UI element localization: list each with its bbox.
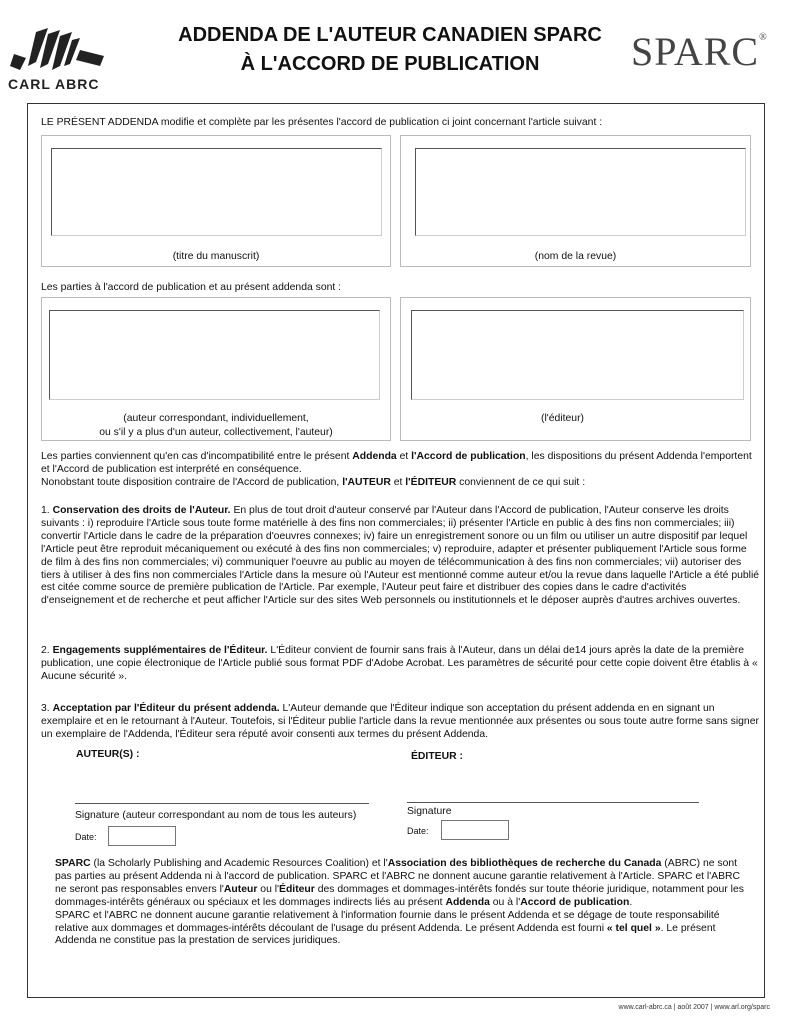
author-signature-line[interactable] [75, 803, 369, 804]
manuscript-title-input[interactable] [51, 148, 382, 236]
journal-caption: (nom de la revue) [534, 251, 617, 262]
page-title-line2: À L'ACCORD DE PUBLICATION [240, 53, 540, 75]
author-date-field[interactable] [108, 826, 176, 846]
sparc-logo [631, 28, 768, 75]
section-3-publisher-acceptance: 3. Acceptation par l'Éditeur du présent addenda. L'Auteur demande que l'Éditeur indique son acceptation du présent addenda en en signant un exemplaire et en le retournant à l'Auteur. Toutefois, si l'Éditeur publie l'article dans la revue mentionnée aux présentes ou sous toute autre forme sans signer un exemplaire de l'Addenda, l'Éditeur sera réputé avoir consenti aux termes du présent Addenda. [41, 703, 759, 740]
publisher-input[interactable] [411, 310, 744, 400]
publisher-signature-label: Signature [407, 806, 452, 817]
page-title-line1: ADDENDA DE L'AUTEUR CANADIEN SPARC [178, 24, 602, 46]
publisher-date-field[interactable] [441, 820, 509, 840]
publisher-heading: ÉDITEUR : [411, 751, 463, 762]
publisher-caption: (l'éditeur) [541, 413, 584, 424]
author-date-label: Date: [75, 832, 97, 842]
incompatibility-paragraph: Les parties conviennent qu'en cas d'incompatibilité entre le présent Addenda et l'Accord de publication, les dispositions du présent Addenda l'emportent et l'Accord de publication est interprété en conséquence. [41, 451, 752, 475]
sparc-logo-text: SPARC [631, 29, 760, 74]
author-heading: AUTEUR(S) : [76, 749, 140, 760]
publisher-signature-line[interactable] [407, 802, 699, 803]
carl-logo-text: CARL ABRC [8, 76, 100, 92]
section-2-publisher-obligations: 2. Engagements supplémentaires de l'Éditeur. L'Éditeur convient de fournir sans frais à l'Auteur, dans un délai de14 jours après la date de la première publication, une copie électronique de l'Article publié sous format PDF d'Adobe Acrobat. Les paramètres de sécurité pour cette copie doivent être établis à « Aucune sécurité ». [41, 645, 758, 682]
author-input[interactable] [49, 310, 380, 400]
manuscript-caption: (titre du manuscrit) [172, 251, 260, 262]
parties-intro: Les parties à l'accord de publication et au présent addenda sont : [41, 282, 342, 293]
publisher-date-label: Date: [407, 826, 429, 836]
section-1-author-rights: 1. Conservation des droits de l'Auteur. En plus de tout droit d'auteur conservé par l'Auteur dans l'Accord de publication, l'Auteur conserve les droits suivants : i) reproduire l'Article sous toute forme matérielle à des fins non commerciales; ii) présenter l'Article en public à des fins non commerciales; iii) convertir l'Article dans le cadre de la préparation d'oeuvres connexes; iv) faire un enregistrement sonore ou un film ou utiliser un autre dispositif par lequel l'Article peut être reproduit mécaniquement ou exécuté à des fins non commerciales; v) reproduire, adapter et présenter publiquement l'Article sous forme de film à des fins non commerciales; vi) communiquer l'oeuvre au public au moyen de télécommunication à des fins non commerciales; vii) autoriser des tiers à utiliser à des fins non commerciales l'Article dans la mesure où l'Auteur est mentionné comme auteur et/ou la revue dans laquelle l'Article a été publié est citée comme source de première publication de l'Article. Par exemple, l'Auteur peut faire et distribuer des copies dans le cadre d'activités d'enseignement et de recherche et peut afficher l'Article sur des sites Web personnels ou institutionnels et le déposer auprès d'autres archives ouvertes. [41, 505, 760, 607]
author-signature-label: Signature (auteur correspondant au nom de tous les auteurs) [75, 810, 357, 821]
agreement-paragraph: Nonobstant toute disposition contraire de l'Accord de publication, l'AUTEUR et l'ÉDITEUR conviennent de ce qui suit : [41, 477, 586, 488]
author-caption-line1: (auteur correspondant, individuellement, [123, 413, 309, 424]
disclaimer-paragraph: SPARC (la Scholarly Publishing and Academic Resources Coalition) et l'Association des bibliothèques de recherche du Canada (ABRC) ne sont pas parties au présent Addenda ni à l'accord de publication. SPARC et l'ABRC ne donnent aucune garantie relativement à l'Article. SPARC et l'ABRC ne seront pas responsables envers l'Auteur ou l'Éditeur des dommages et dommages-intérêts fondés sur toute théorie juridique, notamment pour les dommages-intérêts généraux ou spéciaux et les dommages indirects liés au présent Addenda ou à l'Accord de publication. SPARC et l'ABRC ne donnent aucune garantie relativement à l'information fournie dans le présent Addenda et se dégage de toute responsabilité relative aux dommages et dommages-intérêts découlant de l'usage du présent Addenda. Le présent Addenda est fourni « tel quel ». Le présent Addenda ne constitue pas la prestation de services juridiques. [55, 858, 744, 947]
intro-text: LE PRÉSENT ADDENDA modifie et complète par les présentes l'accord de publication ci joint concernant l'article suivant : [41, 117, 603, 128]
registered-mark: ® [759, 32, 768, 43]
footer: www.carl-abrc.ca | août 2007 | www.arl.org/sparc [618, 1004, 770, 1011]
journal-name-input[interactable] [415, 148, 746, 236]
author-caption-line2: ou s'il y a plus d'un auteur, collectivement, l'auteur) [99, 427, 333, 438]
